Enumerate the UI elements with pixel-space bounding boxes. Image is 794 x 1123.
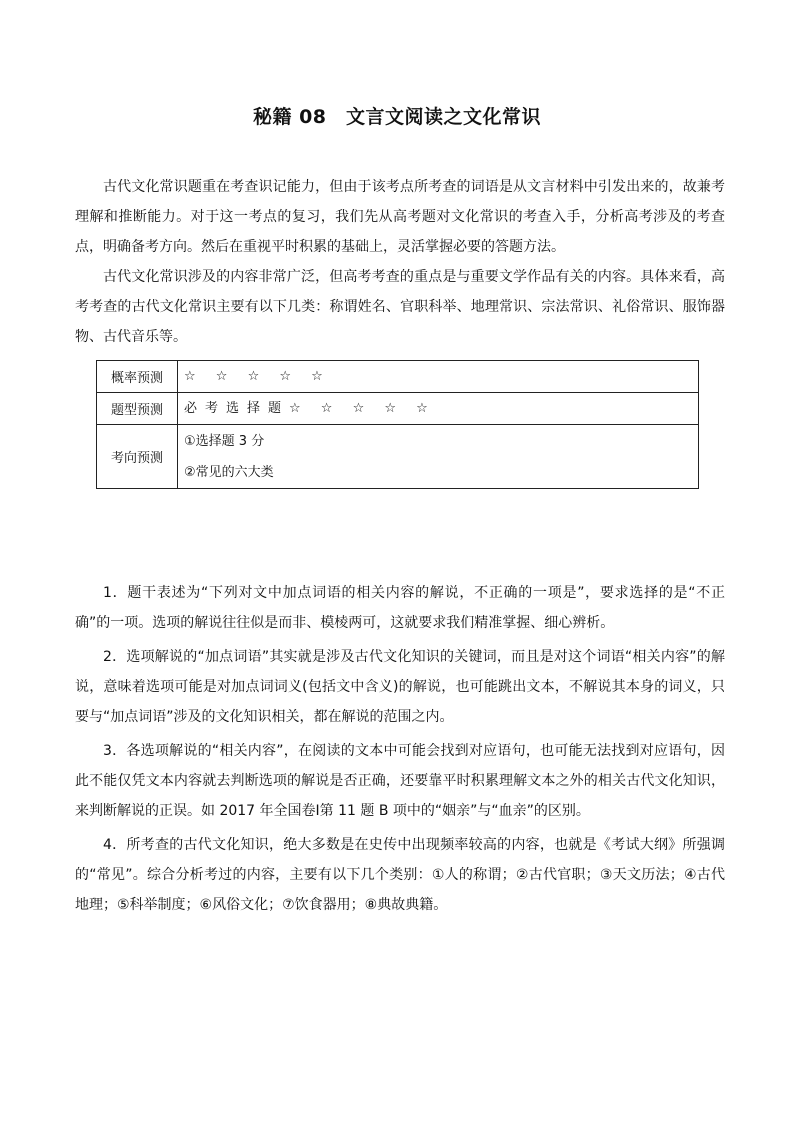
row-label-probability: 概率预测 — [97, 361, 178, 393]
direction-item: ①选择题 3 分 — [184, 433, 265, 449]
intro-section — [75, 172, 725, 352]
point-paragraph: 1．题干表述为“下列对文中加点词语的相关内容的解说，不正确的一项是”，要求选择的是“不正确”的一项。选项的解说往往似是而非、模棱两可，这就要求我们精准掌握、细心辨析。 — [75, 585, 725, 631]
table-row — [97, 393, 699, 425]
points-section — [75, 578, 725, 924]
table-row — [97, 425, 699, 489]
row-label-direction: 考向预测 — [97, 425, 178, 489]
point-paragraph: 4．所考查的古代文化知识，绝大多数是在史传中出现频率较高的内容，也就是《考试大纲》所强调的“常见”。综合分析考过的内容，主要有以下几个类别：①人的称谓；②古代官职；③天文历法；④古代地理；⑤科举制度；⑥风俗文化；⑦饮食器用；⑧典故典籍。 — [75, 837, 725, 913]
row-value-direction — [178, 425, 699, 489]
page-title: 秘籍 08 文言文阅读之文化常识 — [252, 106, 542, 128]
point-paragraph: 2．选项解说的“加点词语”其实就是涉及古代文化知识的关键词，而且是对这个词语“相关内容”的解说，意味着选项可能是对加点词词义(包括文中含义)的解说，也可能跳出文本，不解说其本身的词义，只要与“加点词语”涉及的文化知识相关，都在解说的范围之内。 — [75, 649, 725, 725]
table-row — [97, 361, 699, 393]
intro-paragraph: 古代文化常识涉及的内容非常广泛，但高考考查的重点是与重要文学作品有关的内容。具体来看，高考考查的古代文化常识主要有以下几类：称谓姓名、官职科举、地理常识、宗法常识、礼俗常识、服饰器物、古代音乐等。 — [75, 269, 725, 345]
point-paragraph: 3．各选项解说的“相关内容”，在阅读的文本中可能会找到对应语句，也可能无法找到对应语句，因此不能仅凭文本内容就去判断选项的解说是否正确，还要靠平时积累理解文本之外的相关古代文化知识，来判断解说的正误。如 2017 年全国卷Ⅰ第 11 题 B 项中的“姻亲”与“血亲”的区别。 — [75, 743, 725, 819]
direction-item: ②常见的六大类 — [184, 464, 274, 480]
star-rating: ☆ ☆ ☆ ☆ ☆ — [184, 369, 331, 384]
intro-paragraph: 古代文化常识题重在考查识记能力，但由于该考点所考查的词语是从文言材料中引发出来的，故兼考理解和推断能力。对于这一考点的复习，我们先从高考题对文化常识的考查入手，分析高考涉及的考查点，明确备考方向。然后在重视平时积累的基础上，灵活掌握必要的答题方法。 — [75, 179, 725, 255]
row-value-question-type — [178, 393, 699, 425]
question-type-rating: 必考选择题☆ ☆ ☆ ☆ ☆ — [184, 401, 436, 416]
row-label-question-type: 题型预测 — [97, 393, 178, 425]
forecast-table — [96, 360, 699, 489]
row-value-probability — [178, 361, 699, 393]
